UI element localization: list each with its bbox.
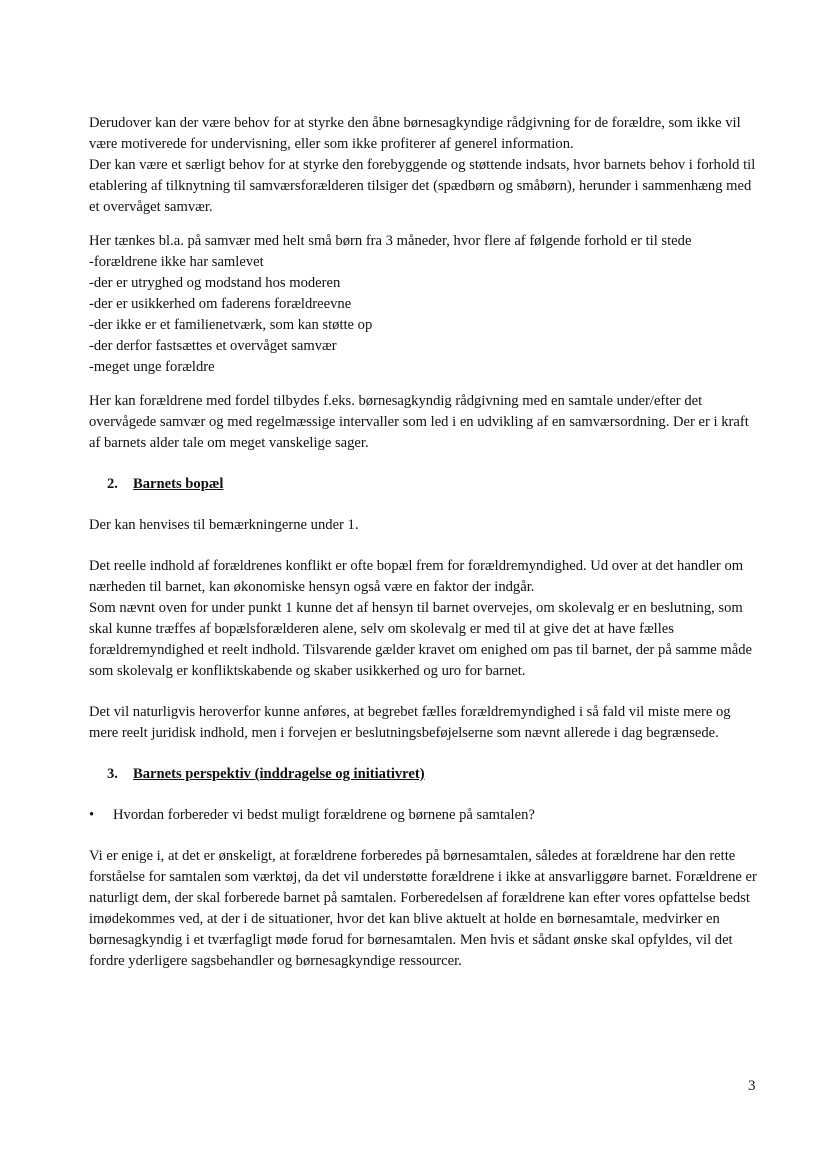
paragraph-legal-content: Det vil naturligvis heroverfor kunne anføres, at begrebet fælles forældremyndighed i så fald vil miste mere og mere reelt juridisk indhold, men i forvejen er beslutningsbeføjelserne som nævnt allerede i dag begrænsede. [89, 704, 731, 741]
document-body [89, 113, 761, 972]
bullet-icon: • [89, 807, 95, 823]
paragraph-preventive-effort: Der kan være et særligt behov for at styrke den forebyggende og støttende indsats, hvor barnets behov i forhold til etablering af tilknytning til samværsforælderen tilsiger det (spædbørn og småbørn), herunder i sammenhæng med et overvåget samvær. [89, 157, 756, 215]
section-heading-2 [89, 474, 761, 495]
paragraph-child-interview: Vi er enige i, at det er ønskeligt, at forældrene forberedes på børnesamtalen, således at forældrene har den rette forståelse for samtalen som værktøj, da det vil understøtte forældrene i ikke at ansvarliggøre barnet. Forældrene er naturligt dem, der skal forberede barnet på samtalen. Forberedelsen af forældrene kan efter vores opfattelse bedst imødekommes ved, at der i de situationer, hvor det kan blive aktuelt at holde en børnesamtale, medvirker en børnesagkyndig i et tværfagligt møde forud for børnesamtalen. Men hvis et sådant ønske skal opfyldes, vil det fordre yderligere sagsbehandler og børnesagkyndige ressourcer. [89, 848, 757, 969]
list-item: -der ikke er et familienetværk, som kan støtte op [89, 317, 373, 333]
paragraph-small-children: Her tænkes bl.a. på samvær med helt små børn fra 3 måneder, hvor flere af følgende forhold er til stede [89, 233, 692, 249]
paragraph-residence-conflict: Det reelle indhold af forældrenes konflikt er ofte bopæl frem for forældremyndighed. Ud over at det handler om nærheden til barnet, kan økonomiske hensyn også være en faktor der indgår. [89, 558, 744, 595]
section-number: 3. [107, 766, 118, 782]
list-item: -forældrene ikke har samlevet [89, 254, 264, 270]
paragraph-counseling: Derudover kan der være behov for at styrke den åbne børnesagkyndige rådgivning for de forældre, som ikke vil være motiverede for undervisning, eller som ikke profiterer af generel information. [89, 115, 741, 152]
section-heading-3 [89, 764, 761, 785]
paragraph-supervised-visits: Her kan forældrene med fordel tilbydes f.eks. børnesagkyndig rådgivning med en samtale under/efter det overvågede samvær og med regelmæssige intervaller som led i en udvikling af en samværsordning. Der er i kraft af barnets alder tale om meget vanskelige sager. [89, 393, 749, 451]
bullet-text: Hvordan forbereder vi bedst muligt forældrene og børnene på samtalen? [113, 807, 535, 823]
list-item: -der er usikkerhed om faderens forældreevne [89, 296, 352, 312]
list-item: -der derfor fastsættes et overvåget samvær [89, 338, 337, 354]
paragraph-school-choice: Som nævnt oven for under punkt 1 kunne det af hensyn til barnet overvejes, om skolevalg er en beslutning, som skal kunne træffes af bopælsforælderen alene, selv om skolevalg er med til at give det at have fælles forældremyndighed et reelt indhold. Tilsvarende gælder kravet om enighed om pas til barnet, der på samme måde som skolevalg er konfliktskabende og skaber usikkerhed og uro for barnet. [89, 600, 753, 679]
list-item: -der er utryghed og modstand hos moderen [89, 275, 341, 291]
paragraph-reference: Der kan henvises til bemærkningerne under 1. [89, 517, 359, 533]
section-title: Barnets bopæl [133, 476, 224, 492]
page-number: 3 [748, 1078, 756, 1094]
bullet-question [89, 805, 761, 826]
section-title: Barnets perspektiv (inddragelse og initiativret) [133, 766, 425, 782]
section-number: 2. [107, 476, 118, 492]
list-item: -meget unge forældre [89, 359, 215, 375]
